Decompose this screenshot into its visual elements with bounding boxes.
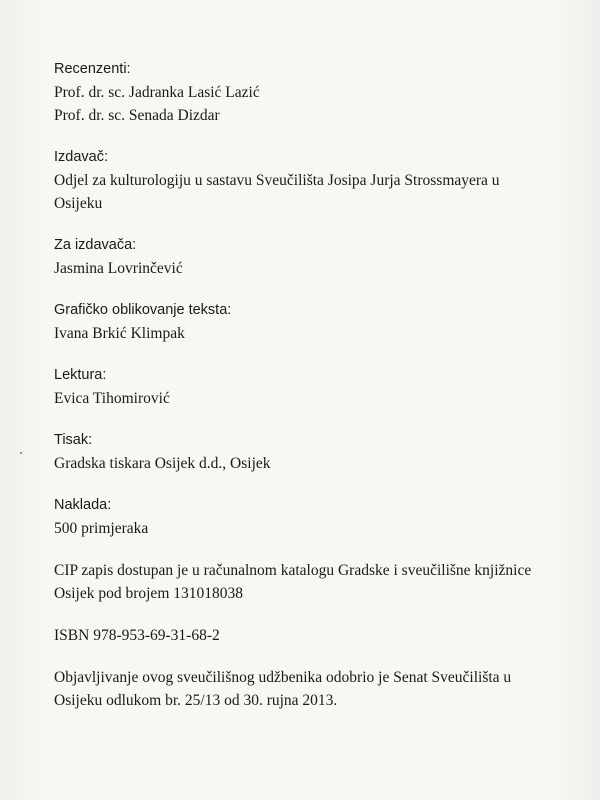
edition-label: Naklada: [54,497,112,513]
for-publisher-label: Za izdavača: [54,237,137,253]
graphic-design-block [54,299,574,345]
reviewers-label: Recenzenti: [54,61,131,77]
for-publisher-block [54,234,574,280]
imprint-content [54,58,574,712]
approval-line-1: Objavljivanje ovog sveučilišnog udžbenika odobrio je Senat Sveučilišta u [54,669,512,686]
approval-line-2: Osijeku odlukom br. 25/13 od 30. rujna 2013. [54,692,338,709]
publisher-line-1: Odjel za kulturologiju u sastavu Sveučilišta Josipa Jurja Strossmayera u [54,172,500,189]
reviewers-block [54,58,574,127]
for-publisher-value: Jasmina Lovrinčević [54,260,183,277]
graphic-design-label: Grafičko oblikovanje teksta: [54,302,232,318]
edition-block [54,494,574,540]
reviewer-name-2: Prof. dr. sc. Senada Dizdar [54,107,220,124]
graphic-design-value: Ivana Brkić Klimpak [54,325,185,342]
reviewer-name-1: Prof. dr. sc. Jadranka Lasić Lazić [54,84,260,101]
isbn: ISBN 978-953-69-31-68-2 [54,627,220,644]
print-label: Tisak: [54,432,93,448]
isbn-block [54,624,574,647]
proofreading-label: Lektura: [54,367,107,383]
print-block [54,429,574,475]
publisher-block [54,146,574,215]
edition-value: 500 primjeraka [54,520,149,537]
cip-line-2: Osijek pod brojem 131018038 [54,585,243,602]
approval-block [54,666,574,712]
publisher-label: Izdavač: [54,149,108,165]
proofreading-value: Evica Tihomirović [54,390,170,407]
proofreading-block [54,364,574,410]
print-value: Gradska tiskara Osijek d.d., Osijek [54,455,271,472]
cip-line-1: CIP zapis dostupan je u računalnom katalogu Gradske i sveučilišne knjižnice [54,562,532,579]
cip-block [54,559,574,605]
publisher-line-2: Osijeku [54,195,103,212]
stray-mark [20,452,22,454]
